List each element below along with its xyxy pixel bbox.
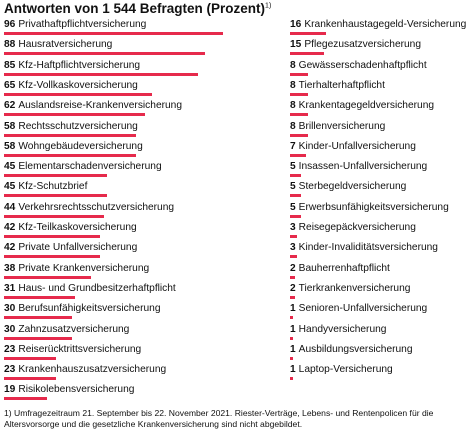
bar-value: 5 bbox=[290, 161, 296, 173]
bar-value: 58 bbox=[4, 140, 16, 152]
bar-value: 15 bbox=[290, 39, 302, 51]
bar-label-row bbox=[290, 343, 413, 356]
bar-label-row bbox=[4, 180, 87, 193]
bar-value: 1 bbox=[290, 364, 296, 376]
bar bbox=[4, 32, 223, 35]
bar-label-row bbox=[4, 120, 138, 133]
bar-value: 5 bbox=[290, 181, 296, 193]
bar-label: Insassen-Unfallversicherung bbox=[298, 161, 428, 173]
bar-label: Tierhalterhaftpflicht bbox=[298, 79, 385, 91]
bar bbox=[4, 397, 47, 400]
bar-value: 8 bbox=[290, 100, 296, 112]
bar bbox=[290, 276, 295, 279]
bar-label: Krankenhaustagegeld-Versicherung bbox=[304, 19, 467, 30]
bar-label-row bbox=[290, 363, 393, 376]
bar-label-row bbox=[4, 38, 112, 51]
bar-value: 3 bbox=[290, 242, 296, 254]
bar bbox=[290, 154, 306, 157]
bar bbox=[4, 235, 100, 238]
bar-label-row bbox=[290, 99, 434, 112]
bar-label-row bbox=[290, 221, 416, 234]
bar-value: 1 bbox=[290, 303, 296, 315]
bar-label-row bbox=[290, 201, 449, 214]
bar bbox=[4, 357, 56, 360]
bar-label: Kfz-Vollkaskoversicherung bbox=[18, 79, 138, 91]
bar-label: Reiserücktrittsversicherung bbox=[18, 343, 142, 355]
bar-value: 1 bbox=[290, 343, 296, 355]
bar-value: 5 bbox=[290, 201, 296, 213]
bar-value: 44 bbox=[4, 201, 16, 213]
bar-label-row bbox=[4, 59, 140, 72]
bar-value: 42 bbox=[4, 242, 16, 254]
bar bbox=[4, 377, 56, 380]
bar-label: Senioren-Unfallversicherung bbox=[298, 303, 428, 315]
bar bbox=[290, 32, 326, 35]
bar bbox=[4, 113, 145, 116]
bar bbox=[290, 296, 295, 299]
footnote: 1) Umfragezeitraum 21. September bis 22. November 2021. Riester-Verträge, Lebens- und Rentenpolicen für die Altersvorsorge und die gesetzliche Krankenversicherung sind nicht abgebildet. bbox=[4, 408, 434, 429]
bar-label: Erwerbsunfähigkeitsversicherung bbox=[298, 201, 449, 213]
bar-label-row bbox=[290, 79, 385, 92]
bar bbox=[4, 276, 91, 279]
bar-value: 16 bbox=[290, 19, 302, 30]
bar bbox=[4, 296, 75, 299]
bar-value: 62 bbox=[4, 100, 16, 112]
bar-label: Kfz-Haftpflichtversicherung bbox=[18, 59, 141, 71]
bar bbox=[4, 174, 107, 177]
bar bbox=[4, 134, 136, 137]
bar bbox=[290, 52, 324, 55]
bar-label-row bbox=[4, 99, 182, 112]
bar bbox=[290, 316, 293, 319]
bar-label-row bbox=[4, 343, 141, 356]
bar bbox=[4, 255, 100, 258]
bar-label: Elementarschadenversicherung bbox=[18, 161, 162, 173]
bar-label: Handyversicherung bbox=[298, 323, 387, 335]
bar-label: Gewässerschadenhaftpflicht bbox=[298, 59, 427, 71]
bar bbox=[290, 134, 308, 137]
bar-value: 2 bbox=[290, 282, 296, 294]
bar-label: Private Unfallversicherung bbox=[18, 242, 138, 254]
bar-label: Verkehrsrechtsschutzversicherung bbox=[18, 201, 175, 213]
bar-label-row bbox=[4, 79, 138, 92]
bar-value: 23 bbox=[4, 343, 16, 355]
bar-label: Private Krankenversicherung bbox=[18, 262, 150, 274]
bar-value: 2 bbox=[290, 262, 296, 274]
bar-label-row bbox=[290, 59, 427, 72]
bar bbox=[290, 73, 308, 76]
bar-value: 8 bbox=[290, 79, 296, 91]
bar bbox=[290, 113, 308, 116]
bar-label: Kinder-Unfallversicherung bbox=[298, 140, 416, 152]
bar bbox=[290, 194, 301, 197]
bar-value: 65 bbox=[4, 79, 16, 91]
bar-label-row bbox=[4, 383, 134, 396]
bar-label: Krankenhauszusatzversicherung bbox=[18, 364, 167, 376]
bar-label: Brillenversicherung bbox=[298, 120, 386, 132]
bar-label-row bbox=[290, 323, 386, 336]
bar-label: Rechtsschutzversicherung bbox=[18, 120, 138, 132]
bar-value: 23 bbox=[4, 364, 16, 376]
bar-value: 45 bbox=[4, 161, 16, 173]
bar-value: 31 bbox=[4, 282, 16, 294]
bar bbox=[4, 316, 72, 319]
bar-label-row bbox=[290, 241, 438, 254]
bar-label: Haus- und Grundbesitzerhaftpflicht bbox=[18, 282, 176, 294]
bar bbox=[290, 357, 293, 360]
title-footnote-marker: 1) bbox=[265, 2, 272, 10]
bar-label: Sterbegeldversicherung bbox=[298, 181, 407, 193]
bar-label-row bbox=[4, 160, 162, 173]
bar-label: Zahnzusatzversicherung bbox=[18, 323, 130, 335]
bar bbox=[4, 337, 72, 340]
bar-label-row bbox=[290, 302, 427, 315]
bar-label: Kfz-Teilkaskoversicherung bbox=[18, 222, 137, 233]
bar-label: Risikolebensversicherung bbox=[18, 384, 135, 396]
bar bbox=[4, 194, 107, 197]
bar-label: Wohngebäudeversicherung bbox=[18, 140, 143, 152]
bar-label-row bbox=[4, 18, 146, 31]
bar-label-row bbox=[4, 241, 137, 254]
bar-label: Kinder-Invaliditätsversicherung bbox=[298, 242, 438, 254]
bar-label: Reisegepäckversicherung bbox=[298, 222, 416, 233]
bar-label-row bbox=[290, 140, 416, 153]
bar bbox=[4, 52, 205, 55]
bar-label-row bbox=[290, 282, 410, 295]
bar-label-row bbox=[4, 262, 149, 275]
bar-label: Privathaftpflichtversicherung bbox=[18, 19, 147, 30]
bar-label-row bbox=[4, 302, 160, 315]
bar-label-row bbox=[4, 201, 174, 214]
bar bbox=[4, 154, 136, 157]
bar-label: Krankentagegeldversicherung bbox=[298, 100, 435, 112]
bar-label: Ausbildungsversicherung bbox=[298, 343, 413, 355]
bar bbox=[290, 377, 293, 380]
bar-label-row bbox=[4, 140, 143, 153]
bar bbox=[290, 174, 301, 177]
chart-title: Antworten von 1 544 Befragten (Prozent)$^{1)}$ bbox=[4, 1, 272, 16]
bar-value: 30 bbox=[4, 303, 16, 315]
bar-label-row bbox=[290, 18, 466, 31]
bar-value: 19 bbox=[4, 384, 16, 396]
bar-value: 7 bbox=[290, 140, 296, 152]
bar-label-row bbox=[4, 221, 137, 234]
bar-label: Tierkrankenversicherung bbox=[298, 282, 411, 294]
bar bbox=[290, 235, 297, 238]
bar-value: 38 bbox=[4, 262, 16, 274]
bar bbox=[290, 93, 308, 96]
bar-label-row bbox=[4, 323, 129, 336]
bar-label: Hausratversicherung bbox=[18, 39, 113, 51]
bar-label: Pflegezusatzversicherung bbox=[304, 39, 421, 51]
bar-value: 58 bbox=[4, 120, 16, 132]
bar-value: 1 bbox=[290, 323, 296, 335]
bar-label-row bbox=[290, 160, 427, 173]
bar-label: Bauherrenhaftpflicht bbox=[298, 262, 390, 274]
bar-label-row bbox=[4, 282, 176, 295]
bar-value: 88 bbox=[4, 39, 16, 51]
bar-label-row bbox=[290, 38, 421, 51]
bar-value: 85 bbox=[4, 59, 16, 71]
bar-label-row bbox=[290, 120, 385, 133]
bar-value: 45 bbox=[4, 181, 16, 193]
bar-value: 96 bbox=[4, 19, 16, 30]
bar bbox=[4, 93, 152, 96]
bar-label: Laptop-Versicherung bbox=[298, 364, 393, 376]
bar bbox=[290, 215, 301, 218]
bar-value: 30 bbox=[4, 323, 16, 335]
bar-label-row bbox=[290, 180, 406, 193]
bar bbox=[290, 255, 297, 258]
bar-label-row bbox=[4, 363, 166, 376]
bar-label: Auslandsreise-Krankenversicherung bbox=[18, 100, 182, 112]
bar bbox=[4, 73, 198, 76]
bar-label: Kfz-Schutzbrief bbox=[18, 181, 88, 193]
bar-value: 42 bbox=[4, 222, 16, 233]
bar-label-row bbox=[290, 262, 390, 275]
bar bbox=[290, 337, 293, 340]
bar-value: 8 bbox=[290, 120, 296, 132]
bar-value: 8 bbox=[290, 59, 296, 71]
bar-label: Berufsunfähigkeitsversicherung bbox=[18, 303, 161, 315]
bar bbox=[4, 215, 104, 218]
bar-value: 3 bbox=[290, 222, 296, 233]
